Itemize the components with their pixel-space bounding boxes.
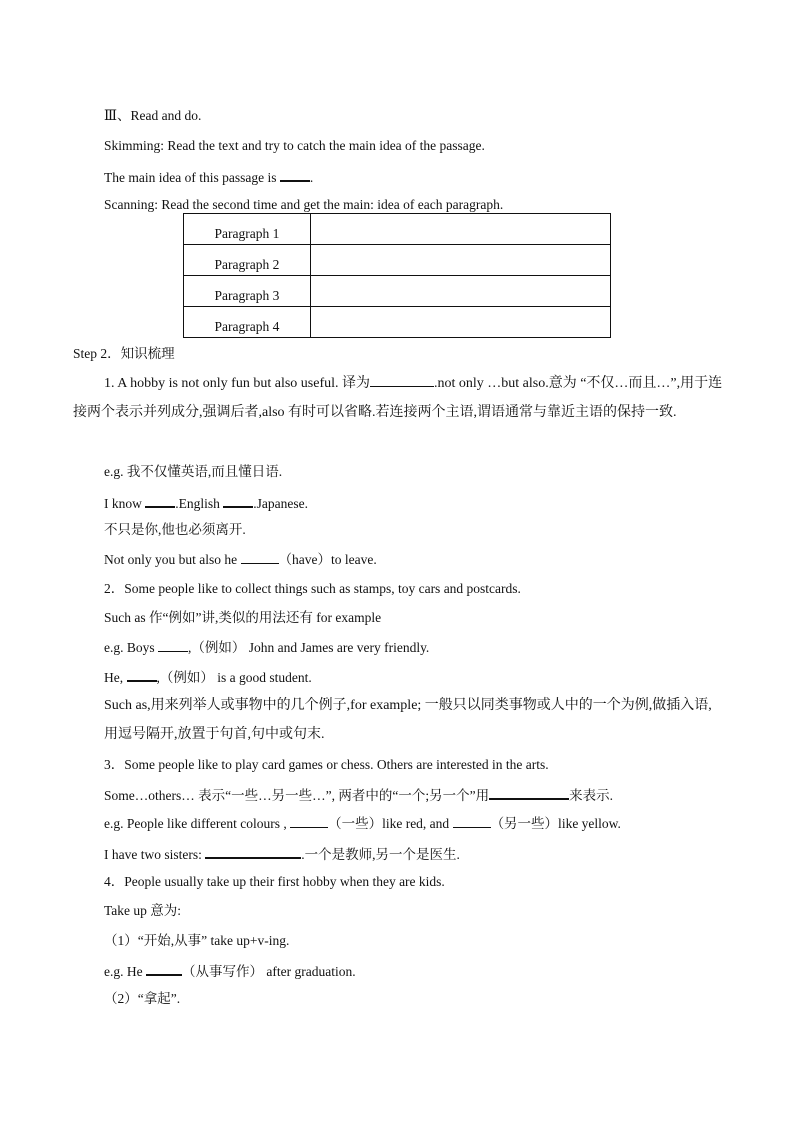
item2-example [104,667,312,687]
item1-translation-blank[interactable] [370,373,434,387]
item4-sub2: （2）“拿起”. [104,991,181,1006]
table-row [184,245,611,276]
table-row [184,307,611,338]
item2-eg-part-b: ,（例如） John and James are very friendly. [188,640,430,655]
item3-note [104,785,613,805]
paragraph-idea-cell[interactable] [310,245,610,276]
item4-sentence: 4．People usually take up their first hobby when they are kids. [104,874,445,889]
item3-ex-part-a: I have two sisters: [104,847,206,862]
item3-eg-part-b: （一些）like red, and [328,816,453,831]
item4-eg-blank[interactable] [146,961,182,976]
item3-ex-part-b: .一个是教师,另一个是医生. [301,847,460,862]
item1-example2-cn: 不只是你,他也必须离开. [104,522,246,537]
main-idea-blank[interactable] [280,167,310,182]
item3-note-b: 来表示. [569,788,613,803]
ex1-part-b: .English [175,496,224,511]
section3-heading: Ⅲ、Read and do. [104,108,202,123]
table-row [184,214,611,245]
item2-note: Such as 作“例如”讲,类似的用法还有 for example [104,610,382,625]
item1-eg-heading: e.g. 我不仅懂英语,而且懂日语. [104,464,283,479]
item4-eg-part-b: （从事写作） after graduation. [181,964,356,979]
main-idea-line [104,167,313,187]
step2-title: Step 2．知识梳理 [73,346,175,361]
item3-eg [104,814,621,833]
skimming-instruction: Skimming: Read the text and try to catch the main idea of the passage. [104,138,485,153]
item2-sentence: 2．Some people like to collect things such as stamps, toy cars and postcards. [104,581,521,596]
paragraph-label: Paragraph 4 [184,307,311,338]
item2-ex-part-a: He, [104,670,127,685]
ex2-blank[interactable] [241,550,279,564]
item1-example1 [104,493,308,513]
item4-eg [104,961,356,981]
item3-eg-part-c: （另一些）like yellow. [490,816,621,831]
item3-eg-blank-2[interactable] [453,814,491,828]
item2-ex-blank[interactable] [127,667,157,682]
item4-sub1: （1）“开始,从事” take up+v-ing. [104,933,290,948]
item2-explanation: Such as,用来列举人或事物中的几个例子,for example; 一般只以同类事物或人中的一个为例,做插入语,用逗号隔开,放置于句首,句中或句末. [104,698,712,742]
table-row [184,276,611,307]
item3-eg-part-a: e.g. People like different colours , [104,816,291,831]
item3-eg-blank-1[interactable] [290,814,328,828]
item4-meaning: Take up 意为: [104,903,182,918]
paragraph-idea-cell[interactable] [310,307,610,338]
item3-note-a: Some…others… 表示“一些…另一些…”, 两者中的“一个;另一个”用 [104,788,490,803]
scanning-instruction: Scanning: Read the second time and get the main: idea of each paragraph. [104,197,504,212]
ex2-part-b: （have）to leave. [278,552,377,567]
main-idea-suffix: . [309,170,314,185]
ex1-part-c: .Japanese. [253,496,308,511]
item1-text-a: 1. A hobby is not only fun but also useful. 译为 [104,376,370,391]
item3-note-blank[interactable] [489,785,569,800]
item2-eg-part-a: e.g. Boys [104,640,158,655]
ex1-blank-1[interactable] [145,493,175,508]
paragraph-table [183,213,611,338]
item3-example [104,844,460,864]
item3-sentence: 3．Some people like to play card games or chess. Others are interested in the arts. [104,757,549,772]
main-idea-prefix: The main idea of this passage is [104,170,280,185]
item2-ex-part-b: ,（例如） is a good student. [156,670,312,685]
item4-eg-part-a: e.g. He [104,964,146,979]
item1-paragraph [73,369,723,427]
paragraph-idea-cell[interactable] [310,276,610,307]
item2-eg [104,638,429,657]
paragraph-idea-cell[interactable] [310,214,610,245]
item2-eg-blank[interactable] [158,638,188,652]
item1-text-b: .not only …but also.意为 “不仅…而且…”,用于连接两个表示并列成分,强调后者,also 有时可以省略.若连接两个主语,谓语通常与靠近主语的保持一致. [73,376,723,420]
paragraph-label: Paragraph 3 [184,276,311,307]
paragraph-label: Paragraph 2 [184,245,311,276]
paragraph-label: Paragraph 1 [184,214,311,245]
item1-example2 [104,550,377,569]
ex2-part-a: Not only you but also he [104,552,241,567]
ex1-blank-2[interactable] [223,493,253,508]
item3-ex-blank[interactable] [205,844,301,859]
ex1-part-a: I know [104,496,146,511]
